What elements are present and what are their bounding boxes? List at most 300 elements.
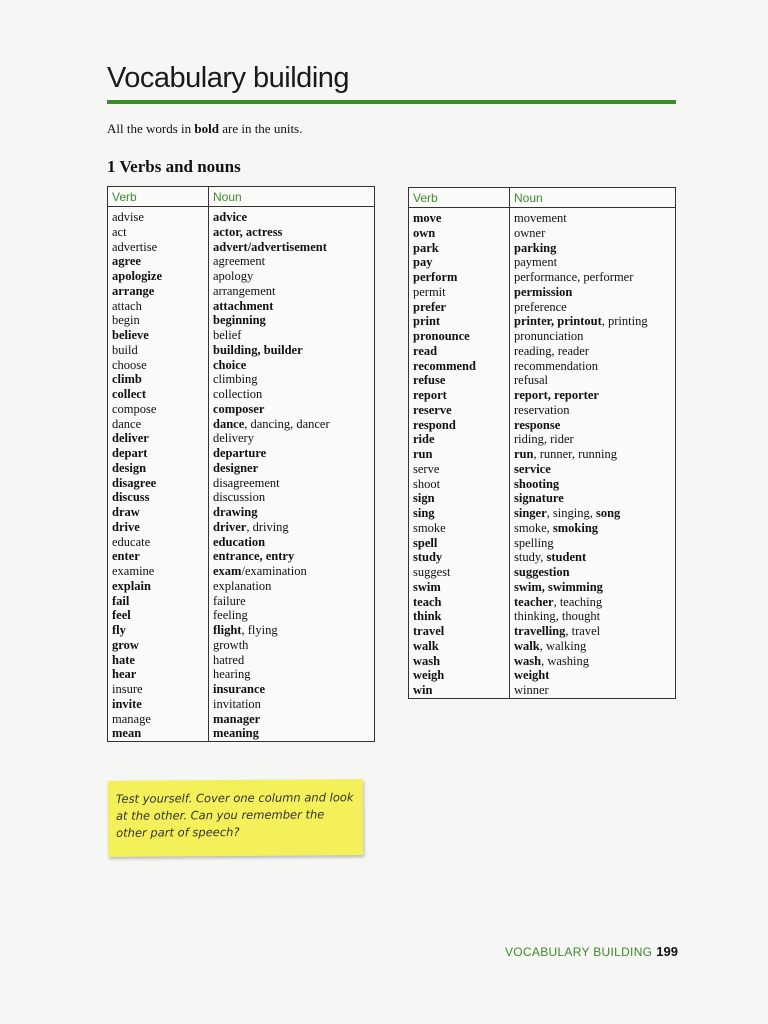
verb-cell [409, 329, 510, 344]
noun-cell [510, 388, 676, 403]
verb-cell [108, 682, 209, 697]
verb-cell [409, 208, 510, 226]
word: , driving [246, 519, 289, 534]
noun-cell [510, 241, 676, 256]
verb-cell [108, 549, 209, 564]
noun-cell [209, 358, 375, 373]
verb-cell [108, 476, 209, 491]
word: hatred [213, 652, 245, 667]
title-rule [107, 100, 676, 104]
bold-word: swim, swimming [514, 579, 603, 594]
table-row [108, 431, 375, 446]
verb-cell [108, 638, 209, 653]
bold-word: discuss [112, 490, 150, 505]
verb-cell [409, 580, 510, 595]
noun-cell [510, 255, 676, 270]
table-row [108, 225, 375, 240]
verb-cell [409, 609, 510, 624]
word: collection [213, 387, 263, 401]
word: manage [112, 711, 151, 726]
bold-word: pronounce [413, 329, 470, 343]
noun-cell [209, 608, 375, 623]
noun-cell [209, 490, 375, 505]
table-row [409, 432, 676, 447]
word: , walking [539, 638, 587, 653]
verb-cell [409, 255, 510, 270]
bold-word: report [413, 388, 447, 402]
word: shoot [413, 476, 441, 491]
word: begin [112, 313, 140, 328]
bold-word: explain [112, 578, 151, 593]
table-row [108, 402, 375, 417]
bold-word: beginning [213, 313, 266, 328]
bold-word: education [213, 534, 266, 549]
noun-cell [209, 299, 375, 314]
verb-cell [409, 506, 510, 521]
vocab-table-right-body [409, 208, 676, 699]
verb-cell [108, 207, 209, 225]
word: smoke [413, 520, 446, 535]
bold-word: pay [413, 255, 433, 270]
verb-cell [108, 328, 209, 343]
bold-word: singer [514, 506, 547, 520]
bold-word: sing [413, 506, 435, 520]
table-row [409, 654, 676, 669]
word: explanation [213, 578, 272, 593]
word: apology [213, 269, 254, 283]
word: agreement [213, 254, 266, 269]
word: hearing [213, 667, 251, 682]
noun-cell [510, 491, 676, 506]
word: build [112, 342, 138, 357]
table-row [108, 505, 375, 520]
word: preference [514, 299, 567, 314]
verb-cell [409, 595, 510, 610]
noun-cell [510, 595, 676, 610]
bold-word: spell [413, 535, 438, 550]
noun-cell [510, 683, 676, 698]
table-row [108, 490, 375, 505]
word: discussion [213, 490, 266, 505]
table-row [108, 358, 375, 373]
table-row [409, 270, 676, 285]
noun-cell [510, 373, 676, 388]
table-row [409, 565, 676, 580]
table-row [409, 491, 676, 506]
noun-cell [209, 520, 375, 535]
word: payment [514, 255, 558, 270]
word: , washing [541, 653, 590, 668]
bold-word: think [413, 609, 442, 624]
bold-word: run [413, 447, 433, 461]
verb-cell [108, 269, 209, 284]
verb-column-header: Verb [108, 187, 209, 207]
table-row [409, 329, 676, 344]
verb-cell [108, 254, 209, 269]
verb-cell [409, 226, 510, 241]
bold-word: composer [213, 401, 265, 416]
verb-cell [409, 683, 510, 698]
bold-word: prefer [413, 299, 447, 314]
table-row [409, 373, 676, 388]
noun-cell [510, 521, 676, 536]
word: belief [213, 328, 242, 342]
noun-cell [510, 506, 676, 521]
word: reading, reader [514, 343, 589, 358]
verb-cell [108, 387, 209, 402]
verb-cell [108, 417, 209, 432]
vocab-table-left-body [108, 207, 375, 742]
bold-word: manager [213, 711, 261, 726]
verb-cell [409, 624, 510, 639]
noun-cell [209, 240, 375, 255]
bold-word: invite [112, 696, 142, 711]
table-row [108, 520, 375, 535]
verb-column-header: Verb [409, 188, 510, 208]
noun-cell [510, 208, 676, 226]
bold-word: signature [514, 491, 564, 506]
bold-word: collect [112, 387, 147, 401]
noun-cell [510, 580, 676, 595]
noun-cell [209, 726, 375, 741]
noun-cell [209, 461, 375, 476]
table-row [108, 564, 375, 579]
word: compose [112, 401, 157, 416]
table-row [108, 653, 375, 668]
table-row [108, 207, 375, 225]
word: movement [514, 211, 567, 225]
bold-word: dance [213, 416, 245, 431]
noun-cell [209, 579, 375, 594]
table-row [108, 682, 375, 697]
noun-cell [209, 653, 375, 668]
table-row [409, 536, 676, 551]
bold-word: fail [112, 593, 130, 608]
verb-cell [409, 300, 510, 315]
noun-cell [510, 300, 676, 315]
verb-cell [108, 697, 209, 712]
bold-word: printer, printout [514, 314, 602, 329]
word: failure [213, 593, 246, 608]
verb-cell [108, 520, 209, 535]
bold-word: choice [213, 357, 247, 372]
word: reservation [514, 402, 570, 417]
table-row [108, 240, 375, 255]
table-row [108, 579, 375, 594]
word: refusal [514, 373, 549, 388]
bold-word: sign [413, 491, 435, 506]
table-row [108, 667, 375, 682]
table-row [409, 241, 676, 256]
verb-cell [409, 344, 510, 359]
bold-word: attachment [213, 298, 274, 313]
bold-word: own [413, 225, 436, 240]
bold-word: win [413, 683, 433, 697]
verb-cell [108, 343, 209, 358]
verb-cell [409, 359, 510, 374]
table-row [409, 580, 676, 595]
bold-word: service [514, 461, 551, 476]
noun-cell [209, 682, 375, 697]
noun-cell [510, 477, 676, 492]
bold-word: feel [112, 608, 131, 623]
verb-cell [409, 668, 510, 683]
bold-word: permission [514, 284, 573, 299]
table-row [409, 255, 676, 270]
noun-cell [209, 417, 375, 432]
verb-cell [108, 446, 209, 461]
verb-cell [409, 314, 510, 329]
word: owner [514, 225, 546, 240]
word: advertise [112, 239, 158, 254]
bold-word: advert/advertisement [213, 239, 327, 254]
verb-cell [108, 313, 209, 328]
footer-label: VOCABULARY BUILDING [504, 945, 653, 959]
bold-word: recommend [413, 358, 476, 373]
verb-cell [409, 373, 510, 388]
word: examine [112, 564, 155, 578]
word: growth [213, 637, 249, 652]
bold-word: deliver [112, 431, 149, 446]
noun-cell [209, 594, 375, 609]
noun-cell [209, 254, 375, 269]
word: smoke, [514, 520, 553, 535]
noun-cell [510, 418, 676, 433]
noun-cell [510, 344, 676, 359]
noun-cell [209, 564, 375, 579]
bold-word: arrange [112, 283, 155, 298]
bold-word: student [546, 550, 587, 565]
word: permit [413, 284, 446, 299]
table-row [409, 344, 676, 359]
verb-cell [409, 447, 510, 462]
noun-cell [510, 462, 676, 477]
bold-word: teach [413, 594, 442, 609]
verb-cell [108, 372, 209, 387]
table-row [409, 477, 676, 492]
verb-cell [108, 299, 209, 314]
table-row [409, 609, 676, 624]
noun-cell [510, 609, 676, 624]
verb-cell [108, 225, 209, 240]
intro-after: are in the units. [218, 121, 303, 136]
verb-cell [409, 432, 510, 447]
table-row [409, 300, 676, 315]
bold-word: entrance, entry [213, 549, 295, 564]
table-row [409, 462, 676, 477]
word: insure [112, 682, 143, 696]
bold-word: park [413, 240, 439, 255]
verb-cell [409, 418, 510, 433]
noun-cell [209, 225, 375, 240]
verb-cell [108, 623, 209, 638]
noun-cell [209, 667, 375, 682]
bold-word: apologize [112, 269, 162, 283]
table-row [108, 284, 375, 299]
vocab-table-right [408, 187, 676, 699]
table-row [409, 624, 676, 639]
verb-cell [108, 579, 209, 594]
intro-bold: bold [194, 121, 219, 136]
bold-word: shooting [514, 476, 560, 491]
noun-cell [209, 343, 375, 358]
noun-cell [510, 624, 676, 639]
noun-cell [209, 697, 375, 712]
sticky-note [108, 779, 364, 857]
verb-cell [409, 536, 510, 551]
word: pronunciation [514, 329, 584, 343]
bold-word: design [112, 460, 147, 475]
bold-word: draw [112, 505, 140, 519]
word: /examination [241, 564, 307, 578]
verb-cell [108, 284, 209, 299]
section-heading: 1 Verbs and nouns [107, 157, 241, 176]
table-row [108, 328, 375, 343]
table-row [108, 623, 375, 638]
noun-cell [510, 270, 676, 285]
bold-word: travelling [514, 624, 566, 638]
bold-word: enter [112, 549, 140, 564]
word: suggest [413, 565, 451, 579]
word: educate [112, 534, 151, 549]
bold-word: weigh [413, 668, 445, 683]
table-row [108, 476, 375, 491]
word: arrangement [213, 283, 276, 298]
noun-cell [510, 639, 676, 654]
word: invitation [213, 696, 261, 711]
word: , flying [241, 623, 278, 637]
bold-word: designer [213, 460, 259, 475]
verb-cell [409, 462, 510, 477]
bold-word: suggestion [514, 565, 570, 579]
noun-cell [510, 668, 676, 683]
verb-cell [409, 550, 510, 565]
vocab-table-left [107, 186, 375, 742]
word: thinking, thought [514, 609, 601, 624]
table-row [108, 254, 375, 269]
word: feeling [213, 608, 248, 623]
bold-word: ride [413, 432, 435, 447]
page-number: 199 [656, 944, 678, 959]
word: , runner, running [533, 447, 617, 461]
bold-word: hate [112, 652, 135, 667]
noun-cell [209, 372, 375, 387]
noun-cell [510, 432, 676, 447]
word: study, [514, 550, 547, 565]
bold-word: wash [514, 653, 542, 668]
table-row [409, 668, 676, 683]
word: performance, performer [514, 270, 634, 284]
noun-cell [510, 565, 676, 580]
word: disagreement [213, 475, 280, 490]
noun-cell [209, 269, 375, 284]
bold-word: parking [514, 240, 557, 255]
bold-word: climb [112, 372, 142, 387]
bold-word: flight [213, 623, 242, 637]
table-row [108, 446, 375, 461]
table-row [108, 372, 375, 387]
verb-cell [108, 490, 209, 505]
word: recommendation [514, 358, 598, 373]
verb-cell [108, 535, 209, 550]
bold-word: study [413, 550, 443, 565]
noun-cell [209, 476, 375, 491]
verb-cell [409, 388, 510, 403]
bold-word: meaning [213, 726, 259, 741]
intro-text [107, 121, 302, 137]
noun-cell [209, 446, 375, 461]
table-row [108, 726, 375, 741]
verb-cell [409, 403, 510, 418]
verb-cell [409, 477, 510, 492]
verb-cell [409, 491, 510, 506]
word: serve [413, 461, 440, 476]
verb-cell [108, 653, 209, 668]
noun-cell [510, 654, 676, 669]
bold-word: departure [213, 446, 267, 460]
bold-word: drive [112, 519, 140, 534]
table-row [409, 359, 676, 374]
verb-cell [108, 358, 209, 373]
table-row [409, 388, 676, 403]
noun-cell [510, 359, 676, 374]
noun-cell [209, 313, 375, 328]
table-row [108, 697, 375, 712]
bold-word: disagree [112, 475, 157, 490]
noun-cell [510, 536, 676, 551]
noun-cell [209, 284, 375, 299]
table-row [108, 535, 375, 550]
word: dance [112, 416, 142, 431]
bold-word: response [514, 417, 561, 432]
verb-cell [108, 712, 209, 727]
word: , travel [565, 624, 601, 638]
intro-before: All the words in [107, 121, 195, 136]
word: , singing, [546, 506, 596, 520]
bold-word: report, reporter [514, 388, 599, 402]
bold-word: hear [112, 667, 137, 682]
bold-word: respond [413, 417, 456, 432]
verb-cell [108, 667, 209, 682]
verb-cell [108, 726, 209, 741]
table-row [409, 226, 676, 241]
bold-word: print [413, 314, 441, 329]
word: delivery [213, 431, 254, 446]
noun-cell [510, 447, 676, 462]
noun-cell [209, 535, 375, 550]
table-row [108, 269, 375, 284]
table-row [108, 343, 375, 358]
word: attach [112, 298, 142, 313]
word: advise [112, 210, 144, 224]
word: climbing [213, 372, 258, 387]
word: winner [514, 683, 549, 697]
bold-word: reserve [413, 402, 452, 417]
table-row [409, 447, 676, 462]
page-title: Vocabulary building [107, 62, 350, 94]
noun-cell [510, 550, 676, 565]
noun-cell [209, 623, 375, 638]
verb-cell [409, 639, 510, 654]
word: , teaching [553, 594, 603, 609]
bold-word: run [514, 447, 534, 461]
noun-cell [209, 712, 375, 727]
table-row [409, 639, 676, 654]
bold-word: actor, actress [213, 224, 283, 239]
bold-word: driver [213, 519, 247, 534]
bold-word: fly [112, 623, 126, 637]
table-row [409, 314, 676, 329]
